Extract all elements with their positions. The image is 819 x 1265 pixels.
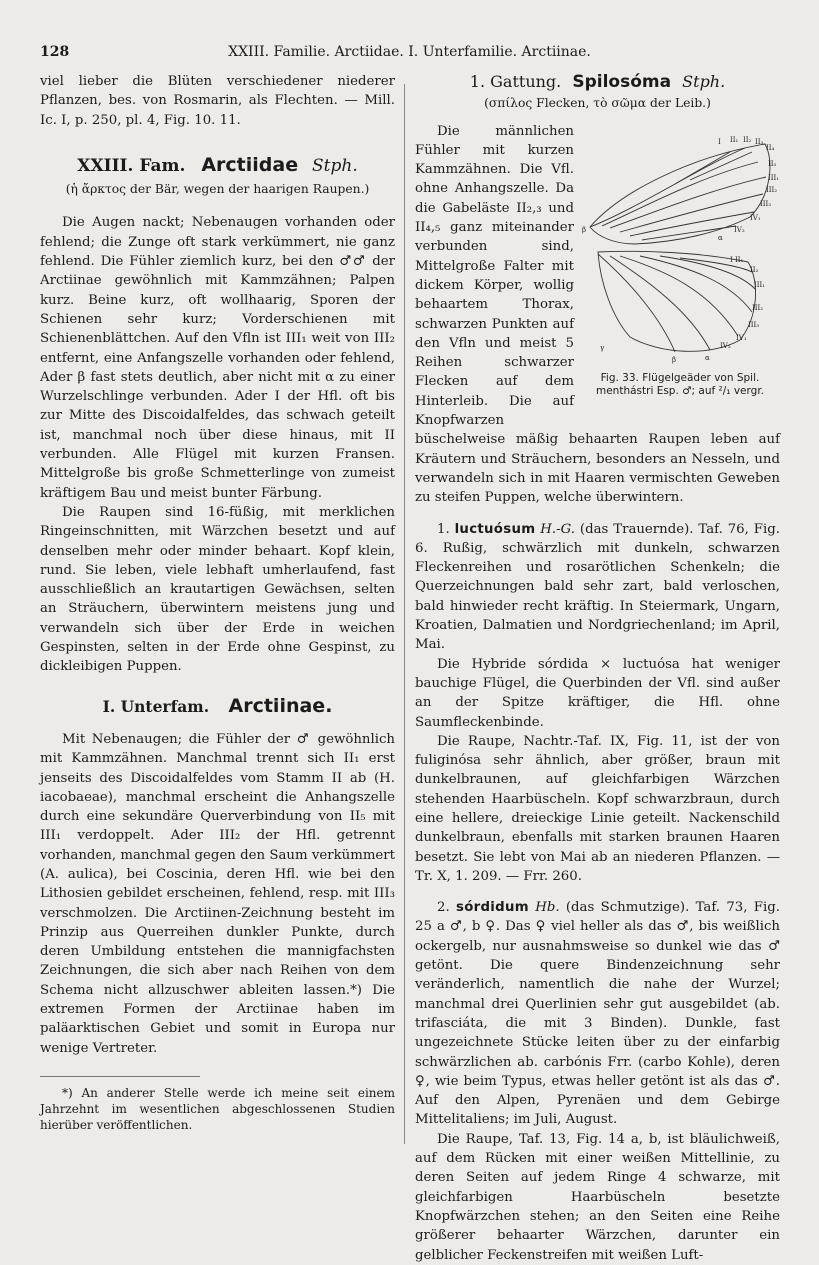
subfamily-prefix: I. Unterfam.: [102, 696, 210, 716]
venation-label: II₂: [750, 265, 759, 274]
venation-label: α: [705, 353, 710, 362]
species-entry-sordidum: [415, 898, 780, 1130]
venation-label: β: [672, 355, 677, 364]
venation-label: IV₂: [720, 341, 731, 350]
footnote-separator: [40, 1076, 200, 1077]
venation-label: III₂: [752, 303, 764, 312]
hindwing-vein-4: [640, 256, 752, 312]
carry-over-paragraph: viel lieber die Blüten verschiedener niederer Pflanzen, bes. von Rosmarin, als Flechten. — Mill. Ic. I, p. 250, pl. 4, Fig. 10. 11.: [40, 74, 395, 128]
venation-label: γ: [600, 343, 605, 352]
forewing-vein-1: [590, 148, 745, 227]
family-etymology: (ἡ ἄρκτος der Bär, wegen der haarigen Raupen.): [65, 182, 370, 197]
species-name: sórdidum: [455, 900, 529, 916]
right-column: [415, 72, 780, 1265]
larva-description: Die Raupen sind 16-füßig, mit merklichen Ringeinschnitten, mit Wärzchen besetzt und auf denselben mehr oder minder behaart. Kopf klein, rund. Sie leben, viele lebhaft umherlaufend, fast ausschließlich an krautartigen Gewächsen, selten an Sträuchern, überwintern meistens jung und verwandeln sich über der Erde in weichen Gespinsten, selten in der Erde ohne Gespinst, zu dickleibigen Puppen.: [40, 504, 395, 675]
species-author: H.-G.: [540, 521, 575, 537]
page-number: 128: [40, 44, 70, 60]
venation-label: II₁: [730, 135, 739, 144]
venation-label: I·II₁: [730, 255, 744, 264]
figure-caption: Fig. 33. Flügelgeäder von Spil. menthástri Esp. ♂; auf ²/₁ vergr.: [595, 371, 765, 397]
genus-etymology: (σπίλος Flecken, τὸ σῶμα der Leib.): [484, 96, 711, 111]
venation-label: I: [718, 137, 721, 146]
venation-label: II₂: [743, 135, 752, 144]
genus-title: [415, 72, 780, 92]
genus-description: Die männlichen Fühler mit kurzen Kammzähnen. Die Vfl. ohne Anhangszelle. Da die Gabeläste II₂,₃ und II₄,₅ ganz miteinander verbunden sind, Mittelgroße Falter mit dickem Körper, wollig behaartem Thorax, schwarzen Punkten auf den Vfln und meist 5 Reihen schwarzer Flecken auf dem Hinterleib. Die auf Knopfwarzen büschelweise mäßig behaarten Raupen leben auf Kräutern und Sträuchern, besonders an Nesseln, und verwandeln sich in mit Haaren vermischten Geweben zu steifen Puppen, welche überwintern.: [415, 123, 780, 506]
venation-label: III₂: [766, 185, 778, 194]
family-description: Die Augen nackt; Nebenaugen vorhanden oder fehlend; die Zunge oft stark verkümmert, nie ganz fehlend. Die Fühler ziemlich kurz, bei den ♂♂ der Arctiinae gewöhnlich mit Kammzähnen; Palpen kurz. Beine kurz, oft wollhaarig, Sporen der Schienen sehr kurz; Vorderschienen mit Schienenblättchen. Auf den Vfln ist III₁ weit von III₂ entfernt, eine Anfangszelle vorhanden oder fehlend, Ader β fast stets deutlich, aber nicht mit α zu einer Wurzelschlinge verbunden. Ader I der Hfl. oft bis zur Mitte des Discoidalfeldes, das schwach geteilt ist, manchmal noch über diese hinaus, mit II verbunden. Alle Flügel mit kurzen Fransen. Mittelgroße bis große Schmetterlinge von zumeist kräftigem Bau und meist bunter Färbung.: [40, 215, 395, 501]
forewing-vein-2: [602, 162, 758, 226]
venation-label: III₃: [760, 199, 772, 208]
page-header: [40, 44, 779, 62]
larva-note-luctuosum: Die Raupe, Nachtr.-Taf. IX, Fig. 11, ist der von fuliginósa sehr ähnlich, aber größer, braun mit dunkelbraunen, auf gleichfarbigen Wärzchen stehenden Haarbüscheln. Kopf schwarzbraun, durch eine hellere, dreieckige Linie geteilt. Nackenschild dunkelbraun, ebenfalls mit starken braunen Haaren besetzt. Sie lebt von Mai ab an niederen Pflanzen. — Tr. X, 1. 209. — Frr. 260.: [415, 733, 780, 884]
venation-label: II₄: [766, 143, 775, 152]
hindwing-vein-2: [610, 256, 710, 350]
family-title: [40, 153, 395, 176]
species-entry-luctuosum: [415, 520, 780, 655]
venation-label: II₅: [768, 159, 777, 168]
wing-venation-drawing: [580, 122, 780, 372]
subfamily-description: Mit Nebenaugen; die Fühler der ♂ gewöhnlich mit Kammzähnen. Manchmal trennt sich II₁ erst jenseits des Discoidalfeldes vom Stamm II ab (H. iacobaeae), manchmal erscheint die Anhangszelle durch eine sekundäre Querverbindung von II₅ mit III₁ verdoppelt. Ader III₂ der Hfl. getrennt vorhanden, manchmal gegen den Saum verkümmert (A. aulica), bei Coscinia, deren Hfl. wie bei den Lithosien gebildet erscheinen, fehlend, resp. mit III₃ verschmolzen. Die Arctiinen-Zeichnung besteht im Prinzip aus Querreihen dunkler Punkte, durch deren Umbildung entstehen die mannigfachsten Zeichnungen, die sich aber nach Reihen von dem Schema nicht allzuschwer ableiten lassen.*) Die extremen Formen der Arctiinae haben im paläarktischen Gebiet und somit in Europa nur wenige Vertreter.: [40, 731, 395, 1056]
family-author: Stph.: [312, 155, 358, 176]
hindwing-vein-3: [620, 256, 738, 336]
venation-label: II₃: [755, 137, 764, 146]
left-column: [40, 72, 395, 1133]
species-author: Hb.: [535, 900, 560, 916]
species-text: (das Trauernde). Taf. 76, Fig. 6. Rußig, schwärzlich mit dunkeln, schwarzen Fleckenreihen und rosarötlichen Schenkeln; die Querzeichnungen bald sehr zart, bald verloschen, bald hinwieder recht kräftig. In Steiermark, Ungarn, Kroatien, Dalmatien und Nordgriechenland; im April, Mai.: [415, 521, 780, 653]
running-head: XXIII. Familie. Arctiidae. I. Unterfamilie. Arctiinae.: [228, 44, 591, 60]
family-name: Arctiidae: [201, 153, 299, 176]
wing-venation-figure: [580, 122, 780, 412]
column-divider: [404, 84, 405, 1144]
venation-label: IV₁: [736, 333, 747, 342]
footnote: *) An anderer Stelle werde ich meine seit einem Jahrzehnt im wesentlichen abgeschlossenen Studien hierüber veröffentlichen.: [40, 1085, 395, 1132]
entry-number: 1.: [437, 521, 450, 537]
genus-name: Spilosóma: [572, 72, 672, 92]
species-name: luctuósum: [454, 521, 536, 537]
subfamily-title: [40, 694, 395, 717]
venation-label: III₁: [754, 280, 766, 289]
hybrid-note: Die Hybride sórdida × luctuósa hat weniger bauchige Flügel, die Querbinden der Vfl. sind außer an der Spitze kräftiger, die Hfl. ohne Saumfleckenbinde.: [415, 656, 780, 730]
venation-label: IV₂: [734, 225, 745, 234]
venation-label: III₃: [748, 320, 760, 329]
larva-note-sordidum: Die Raupe, Taf. 13, Fig. 14 a, b, ist bläulichweiß, auf dem Rücken mit einer weißen Mittellinie, zu deren Seiten auf jedem Ringe 4 schwarze, mit gleichfarbigen Haarbüscheln besetzte Knopfwärzchen stehen; an den Seiten eine Reihe größerer behaarter Wärzchen, darunter ein gelblicher Feckenstreifen mit weißen Luft-: [415, 1131, 780, 1263]
genus-prefix: 1. Gattung.: [469, 72, 562, 91]
subfamily-name: Arctiinae.: [228, 694, 333, 717]
venation-label: IV₁: [750, 213, 761, 222]
family-prefix: XXIII. Fam.: [77, 155, 186, 176]
venation-label: III₁: [768, 173, 780, 182]
venation-label: β: [582, 225, 587, 234]
venation-label: α: [718, 233, 723, 242]
entry-number: 2.: [437, 900, 450, 916]
forewing-vein-7: [675, 152, 730, 184]
species-text: (das Schmutzige). Taf. 73, Fig. 25 a ♂, b ♀. Das ♀ viel heller als das ♂, bis weißlich ockergelb, nur ausnahmsweise so dunkel wie das ♂ getönt. Die quere Bindenzeichnung sehr veränderlich, namentlich die nahe der Wurzel; manchmal drei Querlinien sehr gut ausgebildet (ab. trifasciáta, die mit 3 Binden). Dunkle, fast ungezeichnete Stücke leiten über zu der einfarbig schwärzlichen ab. carbónis Frr. (carbo Kohle), deren ♀, wie beim Typus, etwas heller getönt ist als das ♂. Auf den Alpen, Pyrenäen und dem Gebirge Mittelitaliens; im Juli, August.: [415, 900, 780, 1128]
genus-author: Stph.: [682, 72, 726, 91]
